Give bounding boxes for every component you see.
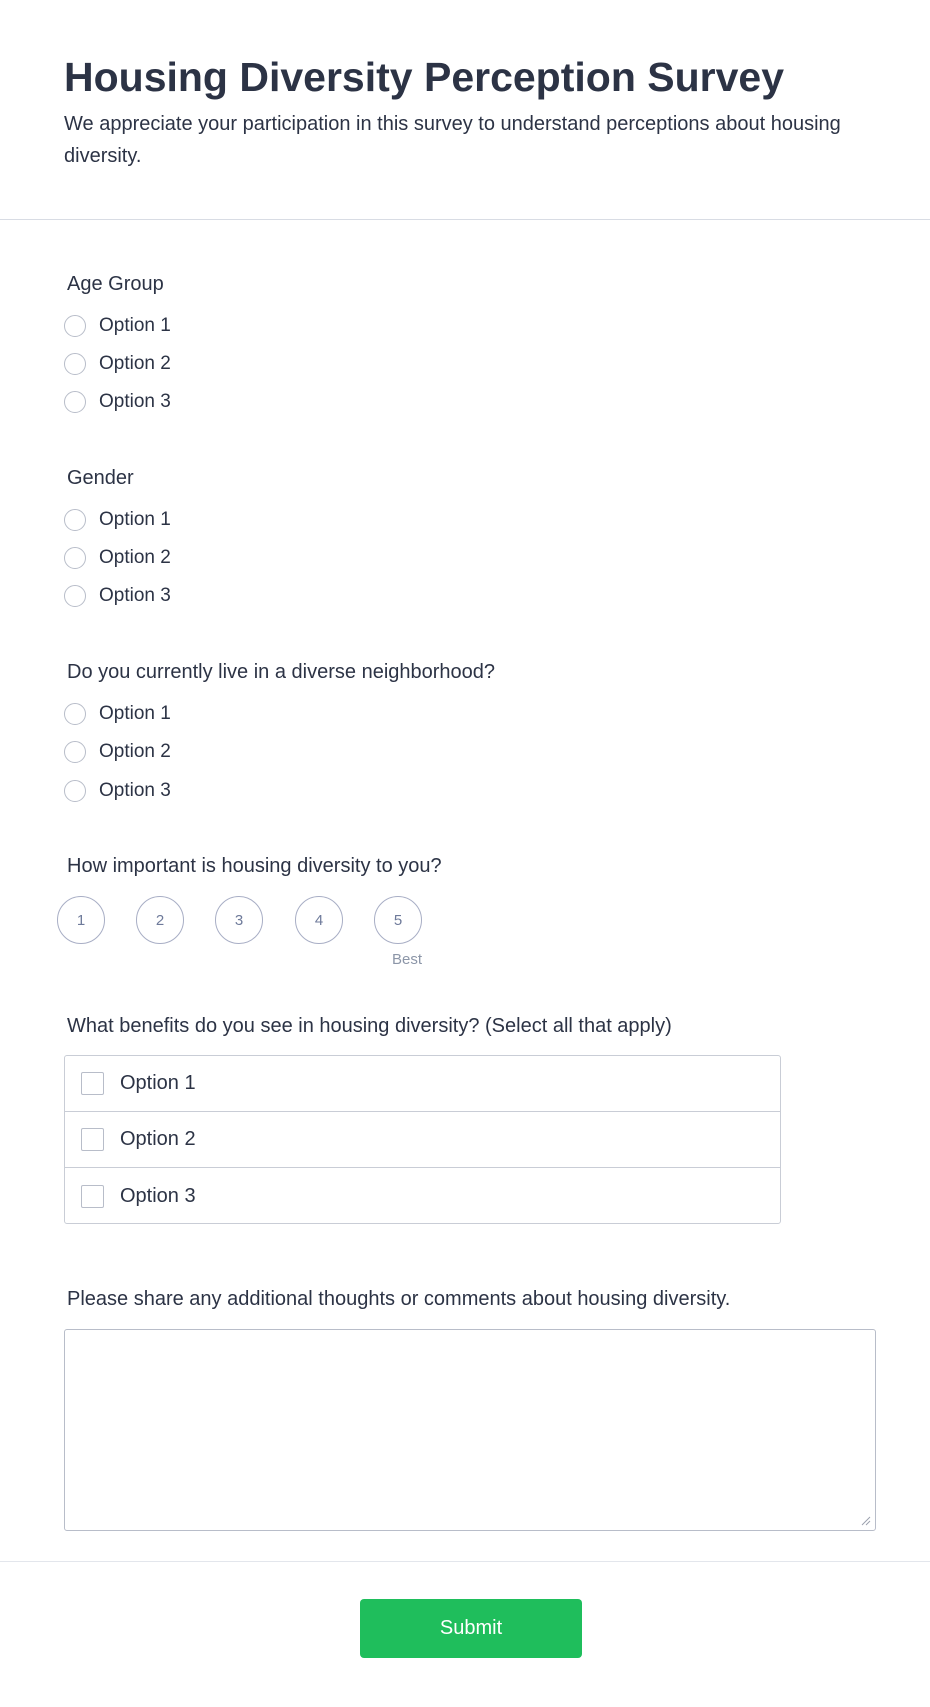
radio-circle-icon[interactable] [64,547,86,569]
resize-grip-icon[interactable] [859,1514,871,1526]
radio-circle-icon[interactable] [64,353,86,375]
gender-option-3-label: Option 3 [99,585,171,606]
benefits-option-2-label: Option 2 [120,1128,196,1150]
neighborhood-option-3[interactable] [64,778,171,804]
neighborhood-option-1-label: Option 1 [99,703,171,724]
neighborhood-option-2[interactable] [64,739,171,765]
neighborhood-option-2-label: Option 2 [99,741,171,762]
gender-option-1-label: Option 1 [99,509,171,530]
checkbox-icon[interactable] [81,1128,104,1151]
scale-option-2[interactable]: 2 [136,896,184,944]
checkbox-icon[interactable] [81,1072,104,1095]
form-header [0,0,930,220]
footer-divider [0,1561,930,1562]
benefits-option-3-label: Option 3 [120,1184,196,1207]
radio-circle-icon[interactable] [64,741,86,763]
gender-option-1[interactable] [64,507,171,533]
radio-circle-icon[interactable] [64,703,86,725]
comments-label: Please share any additional thoughts or comments about housing diversity. [67,1288,731,1310]
age-group-option-1-label: Option 1 [99,315,171,336]
scale-option-4[interactable]: 4 [295,896,343,944]
neighborhood-option-3-label: Option 3 [99,780,171,801]
age-group-option-3[interactable] [64,389,171,415]
age-group-option-2-label: Option 2 [99,353,171,374]
benefits-option-2[interactable] [65,1112,780,1168]
neighborhood-option-1[interactable] [64,701,171,727]
benefits-option-1[interactable] [65,1056,780,1112]
age-group-option-2[interactable] [64,351,171,377]
radio-circle-icon[interactable] [64,315,86,337]
form-subtitle: We appreciate your participation in this survey to understand perceptions about housing diversity. [64,113,841,167]
gender-option-2-label: Option 2 [99,547,171,568]
gender-option-3[interactable] [64,583,171,609]
scale-option-5[interactable]: 5 [374,896,422,944]
checkbox-icon[interactable] [81,1185,104,1208]
scale-option-3[interactable]: 3 [215,896,263,944]
radio-circle-icon[interactable] [64,585,86,607]
importance-label: How important is housing diversity to you? [67,855,442,877]
scale-best-label: Best [392,951,423,968]
benefits-option-3[interactable] [65,1168,780,1224]
age-group-label: Age Group [67,273,164,295]
neighborhood-label: Do you currently live in a diverse neighborhood? [67,661,496,683]
submit-button[interactable]: Submit [360,1599,582,1658]
form-title: Housing Diversity Perception Survey [64,54,785,100]
age-group-option-3-label: Option 3 [99,391,171,412]
radio-circle-icon[interactable] [64,509,86,531]
benefits-label: What benefits do you see in housing diversity? (Select all that apply) [67,1015,672,1037]
comments-textarea[interactable] [64,1329,876,1531]
gender-label: Gender [67,467,134,489]
benefits-option-1-label: Option 1 [120,1072,196,1094]
age-group-option-1[interactable] [64,313,171,339]
radio-circle-icon[interactable] [64,780,86,802]
scale-option-1[interactable]: 1 [57,896,105,944]
benefits-checkbox-group [64,1055,781,1224]
radio-circle-icon[interactable] [64,391,86,413]
gender-option-2[interactable] [64,545,171,571]
